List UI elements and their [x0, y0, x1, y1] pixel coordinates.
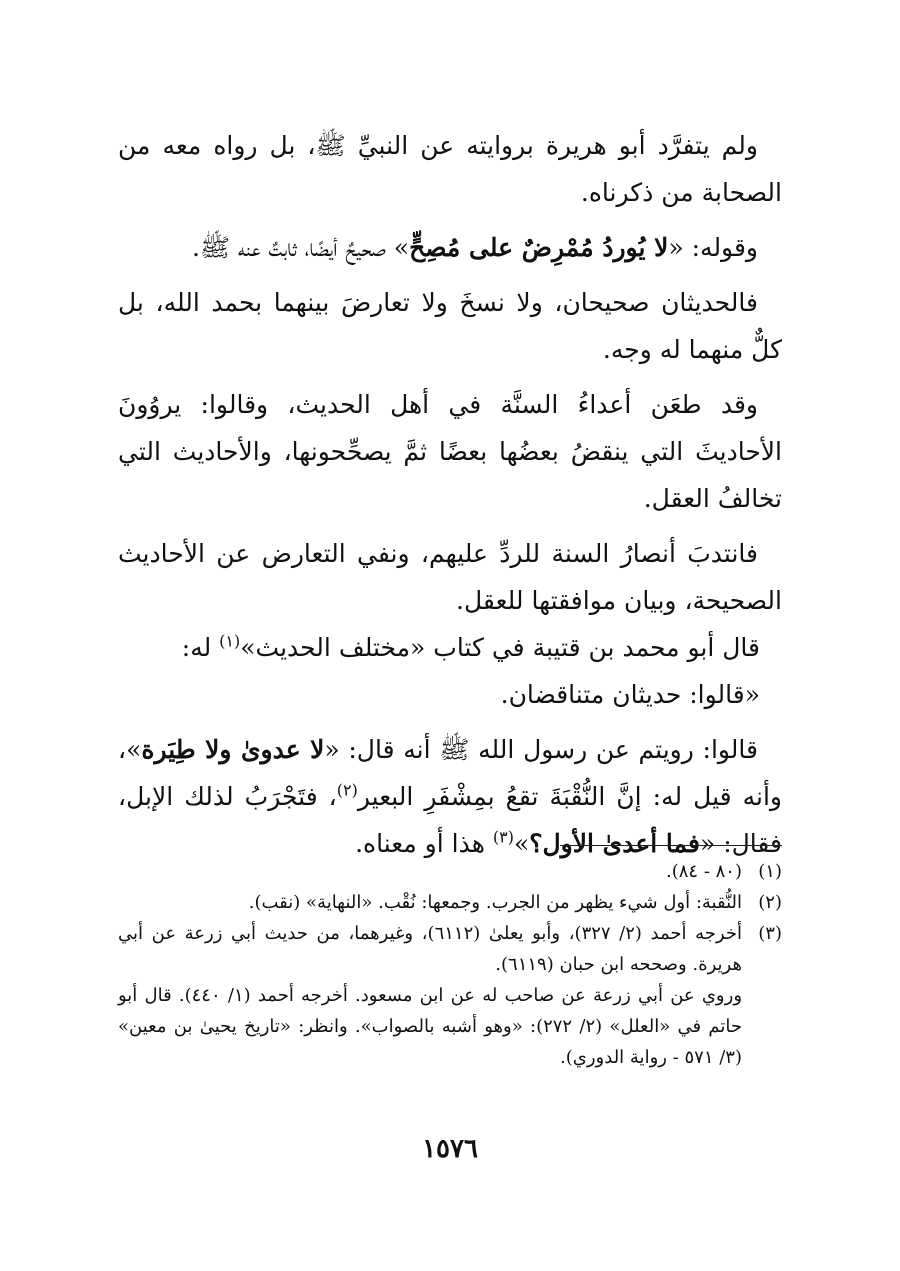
- paragraph-8-d: »: [513, 829, 530, 858]
- page-number: ١٥٧٦: [422, 1134, 478, 1164]
- paragraph-2-pre: وقوله: «: [668, 233, 758, 262]
- footnote-separator: [560, 845, 782, 846]
- footnote-text: النُّقبة: أول شيء يظهر من الجرب. وجمعها: نُقْب. «النهاية» (نقب).: [248, 892, 742, 913]
- paragraph-4: وقد طعَن أعداءُ السنَّة في أهل الحديث، وقالوا: يروُونَ الأحاديثَ التي ينقضُ بعضُها بعضًا ثمَّ يصحِّحونها، والأحاديث التي تخالفُ العقل.: [118, 390, 782, 513]
- paragraph-5: فانتدبَ أنصارُ السنة للردِّ عليهم، ونفي التعارض عن الأحاديث الصحيحة، وبيان موافقتها للعقل.: [118, 539, 782, 615]
- hadith-text-2: لا عدوىٰ ولا طِيَرة: [141, 735, 325, 764]
- paragraph-1: ولم يتفرَّد أبو هريرة بروايته عن النبيِّ ﷺ، بل رواه معه من الصحابة من ذكرناه.: [118, 131, 782, 207]
- footnote-3: [118, 918, 782, 1073]
- paragraph-6: [118, 624, 782, 671]
- hadith-text-1: لا يُوردُ مُمْرِضٌ على مُصِحٍّ: [409, 233, 669, 262]
- footnote-2: [118, 887, 782, 918]
- paragraph-8-a: قالوا: رويتم عن رسول الله ﷺ أنه قال: «: [324, 735, 758, 764]
- paragraph-2-post: » صحيحٌ أيضًا، ثابتٌ عنه ﷺ.: [191, 233, 410, 262]
- footnote-ref-2[interactable]: (٢): [336, 780, 358, 800]
- paragraph-6-pre: قال أبو محمد بن قتيبة في كتاب «مختلف الحديث»: [240, 633, 760, 662]
- paragraph-3: فالحديثان صحيحان، ولا نسخَ ولا تعارضَ بينهما بحمد الله، بل كلٌّ منهما له وجه.: [118, 288, 782, 364]
- footnote-number: (٢): [758, 892, 782, 913]
- footnote-text: أخرجه أحمد (٢/ ٣٢٧)، وأبو يعلىٰ (٦١١٢)، وغيرهما، من حديث أبي زرعة عن أبي هريرة. وصححه ابن حبان (٦١١٩).: [118, 923, 742, 975]
- footnote-text: وروي عن أبي زرعة عن صاحب له عن ابن مسعود. أخرجه أحمد (١/ ٤٤٠). قال أبو حاتم في «العلل» (٢/ ٢٧٢): «وهو أشبه بالصواب». وانظر: «تاريخ يحيىٰ بن معين» (٣/ ٥٧١ - رواية الدوري).: [118, 985, 743, 1068]
- footnotes: [118, 856, 782, 1073]
- paragraph-8-c: ، فتَجْرَبُ لذلك الإبل، فقال: «: [118, 782, 782, 858]
- hadith-text-3: فما أعدىٰ الأول؟: [529, 829, 700, 858]
- main-text: [118, 122, 782, 867]
- paragraph-6-post: له:: [181, 633, 220, 662]
- footnote-text: (٨٠ - ٨٤).: [666, 861, 742, 882]
- footnote-1: [118, 856, 782, 887]
- paragraph-8-b: »، وأنه قيل له: إنَّ النُّقْبَةَ تقعُ بمِشْفَرِ البعير: [118, 735, 782, 811]
- footnote-number: (٣): [758, 923, 782, 944]
- footnote-ref-3[interactable]: (٣): [492, 827, 514, 847]
- paragraph-7: «قالوا: حديثان متناقضان.: [500, 680, 760, 709]
- footnote-ref-1[interactable]: (١): [219, 631, 241, 651]
- paragraph-2: [118, 224, 782, 271]
- footnote-number: (١): [758, 861, 782, 882]
- paragraph-8-e: هذا أو معناه.: [355, 829, 493, 858]
